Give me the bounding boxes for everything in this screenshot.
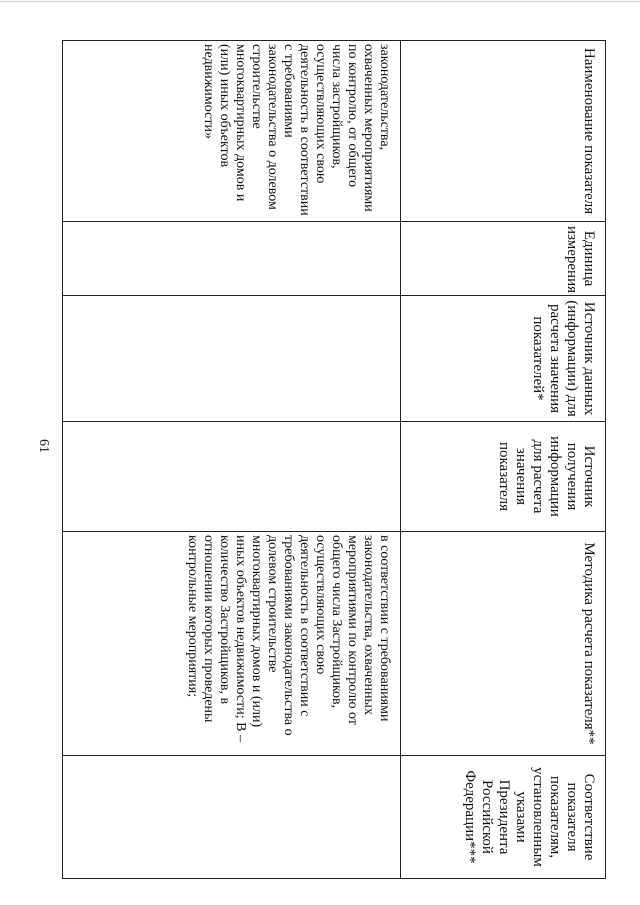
- header-method: Методика расчета показателя**: [401, 532, 606, 756]
- table-row: [63, 41, 401, 879]
- header-compliance: Соответствие показателя показателям, установленным указами Президента Российской Федерации***: [401, 756, 606, 879]
- cell-info-source: [63, 422, 401, 532]
- header-data-source: Источник данных (информации) для расчета значения показателей*: [401, 296, 606, 422]
- indicator-table: [62, 40, 606, 879]
- header-unit: Единица измерения: [401, 222, 606, 296]
- table-header-row: [401, 41, 606, 879]
- cell-compliance: [63, 756, 401, 879]
- page-number: 61: [36, 439, 51, 453]
- cell-method: в соответствии с требованиями законодательства, охваченных мероприятиями по контролю от общего числа Застройщиков, осуществляющих свою деятельность в соответствии с требованиями законодательства о долевом строительстве многоквартирных домов и (или) иных объектов недвижимости; В – количество Застройщиков, в отношении которых проведены контрольные мероприятия;: [63, 532, 401, 756]
- header-info-source: Источник получения информации для расчета значения показателя: [401, 422, 606, 532]
- header-indicator-name: Наименование показателя: [401, 41, 606, 222]
- scan-edge: [0, 1, 640, 2]
- rotated-table-container: [62, 40, 606, 878]
- cell-unit: [63, 222, 401, 296]
- cell-data-source: [63, 296, 401, 422]
- cell-indicator-name: законодательства, охваченных мероприятиями по контролю, от общего числа застройщиков, осуществляющих свою деятельность в соответствии с требованиями законодательства о долевом строительстве многоквартирных домов и (или) иных объектов недвижимости»: [63, 41, 401, 222]
